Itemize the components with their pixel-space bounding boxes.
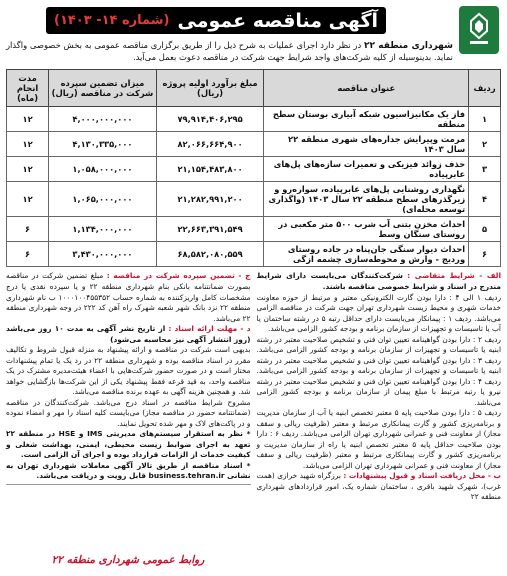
cell-title: احداث مخزن بتنی آب شرب ۵۰۰ متر مکعبی در روستای سنگان وسط	[264, 217, 469, 242]
general-terms-text: بدیهی است شرکت در مناقصه و ارائه پیشنهاد به منزله قبول شروط و تکالیف مقرر در اسناد مناقصه بوده و شهرداری منطقه ۲۲ در رد یک یا تمام پیشنهادات مختار است و در صورت حضور شرکت‌هایی با اعضاء هیئت‌مدیره مشترک در یک مناقصه واحد، به قید قرعه فقط پیشنهاد یکی از این شرکت‌ها بازگشایی خواهد شد. و همچنین هزینه آگهی به عهده برنده مناقصه می‌باشد.	[6, 345, 251, 397]
cell-duration: ۱۲	[7, 132, 49, 157]
table-header-row	[7, 70, 501, 107]
table-row	[7, 107, 501, 132]
cell-duration: ۱۲	[7, 157, 49, 182]
applicant-conditions-heading: الف - شرایط متقاضی :	[407, 271, 501, 281]
cell-estimate: ۲۱,۱۵۴,۴۸۳,۸۰۰	[156, 157, 264, 182]
cell-deposit: ۱,۰۶۵,۰۰۰,۰۰۰	[49, 182, 157, 217]
cell-duration: ۱۲	[7, 182, 49, 217]
cell-title: فاز یک مکانیزاسیون شبکه آبیاری بوستان سطح منطقه	[264, 107, 469, 132]
intro-text: در نظر دارد اجرای عملیات به شرح ذیل را از طریق برگزاری مناقصه عمومی به بخش خصوصی واگذار نماید. بدینوسیله از کلیه شرکت‌های واجد شرایط جهت شرکت در مناقصه دعوت بعمل می‌آید.	[6, 40, 453, 63]
cell-row-number: ۲	[469, 132, 501, 157]
table-row	[7, 157, 501, 182]
cell-row-number: ۳	[469, 157, 501, 182]
cell-row-number: ۱	[469, 107, 501, 132]
deposit-heading: ج - تضمین سپرده شرکت در مناقصه :	[106, 271, 251, 281]
header-estimate: مبلغ برآورد اولیه پروژه (ریال)	[156, 70, 264, 107]
documents-location-text: برزگراه شهید خرازی (همت غرب)، شهرک شهید باقری ، ساختمان شماره یک، امور قراردادهای شهرداری منطقه ۲۲	[256, 471, 501, 502]
cell-deposit: ۱,۱۳۴,۰۰۰,۰۰۰	[49, 217, 157, 242]
left-column	[6, 271, 251, 502]
header-deposit: میزان تضمین سپرده شرکت در مناقصه (ریال)	[49, 70, 157, 107]
cell-estimate: ۲۲,۶۶۳,۳۹۱,۵۴۹	[156, 217, 264, 242]
header-title: عنوان مناقصه	[264, 70, 469, 107]
cell-deposit: ۳,۴۳۰,۰۰۰,۰۰۰	[49, 242, 157, 267]
deposit-text: مبلغ تضمین شرکت در مناقصه بصورت ضمانتنامه بانکی بنام شهرداری منطقه ۲۲ و یا سپرده نقدی یا درج مشخصات کامل واریزکننده به شماره حساب ۱۰۰۰۱۰۰۴۵۵۳۵۲ ب نام شهرداری منطقه ۲۲ نزد بانک شهر شعبه شهرک راه آهن کد ۲۲۲ در وجه شهرداری منطقه ۲۲ می‌باشد.	[6, 271, 251, 323]
cell-estimate: ۲۱,۲۸۲,۹۹۱,۲۰۰	[156, 182, 264, 217]
tender-items-table	[6, 69, 501, 267]
header-row-number: ردیف	[469, 70, 501, 107]
ims-hse-note: * نظر به استقرار سیستم‌های مدیریتی IMS و HSE در منطقه ۲۲ تعهد به اجرای ضوابط زیست محیطی، ایمنی، بهداشت شغلی و کیفیت خدمات از الزامات قرارداد بوده و اجرای آن الزامی است.	[6, 429, 251, 460]
public-relations-signature: روابط عمومی شهرداری منطقه ۲۲	[51, 554, 205, 566]
table-row	[7, 182, 501, 217]
table-row	[7, 132, 501, 157]
cell-deposit: ۴,۱۳۰,۳۳۵,۰۰۰	[49, 132, 157, 157]
cell-title: حذف زوائد فیزیکی و تعمیرات سازه‌های پل‌های عابرپیاده	[264, 157, 469, 182]
cell-duration: ۶	[7, 242, 49, 267]
cell-duration: ۶	[7, 217, 49, 242]
organization-name: شهرداری منطقه ۲۲	[364, 41, 453, 51]
applicant-conditions-items-1-4: ردیف ۱ الی ۴ : دارا بودن گارت الکترونیکی معتبر و مرتبط از حوزه معاونت خدمات شهری و محیط زیست شهرداری تهران جهت شرکت در مناقصه الزامی می‌باشد. ردیف ۱ : پیمانکار می‌بایست دارای حداقل رتبه ۵ در رشته ساختمان یا آب یا تاسیسات و تجهیزات از سازمان برنامه و بودجه کشور الزامی می‌باشد.	[256, 292, 502, 334]
applicant-conditions-items-2-4: ردیف ۲ : دارا بودن گواهینامه تعیین توان فنی و تشخیص صلاحیت معتبر در رشته ابنیه یا تاسیسات و تجهیزات از سازمان برنامه و بودجه کشور الزامی می‌باشد. ردیف ۳ : دارا بودن گواهینامه تعیین توان فنی و تشخیص صلاحیت معتبر در رشته ابنیه یا تاسیسات و تجهیزات از سازمان برنامه و بودجه کشور الزامی می‌باشد. ردیف ۴ : دارا بودن گواهینامه تعیین توان فنی و تشخیص صلاحیت معتبر در رشته نیرو یا رتبه مرتبط با مبلغ پیمان از سازمان برنامه و بودجه کشور الزامی می‌باشد.	[256, 334, 501, 407]
submission-terms-text: مشروح شرایط مناقصه در اسناد درج می‌باشد. شرکت‌کنندگان در مناقصه (ضمانتنامه حضور در مناقصه مجاز) می‌بایست کلیه اسناد را مهر و امضاء نموده و در پاکت‌های لاک و مهر شده تحویل نمایند.	[6, 397, 251, 428]
header-duration: مدت انجام (ماه)	[7, 70, 49, 107]
deadline-text: از تاریخ نشر آگهی به مدت ۱۰ روز می‌باشد (روز انتشار آگهی نیز محاسبه می‌شود)	[6, 324, 251, 344]
documents-location-heading: ب - محل دریافت اسناد و قبول پیشنهادات :	[343, 471, 501, 481]
table-row	[7, 217, 501, 242]
applicant-conditions-intro: شرکت‌کنندگان می‌بایست دارای شرایط مندرج در اسناد و شرایط خصوصی مناقصه باشند.	[256, 271, 501, 291]
notice-banner	[46, 7, 386, 34]
intro-paragraph	[6, 40, 453, 63]
cell-title: احداث دیوار سنگی جان‌پناه در جاده روستای وردیج - وارش و محوطه‌سازی چشمه ازگی	[264, 242, 469, 267]
cell-title: نگهداری روشنایی پل‌های عابرپیاده، سواره‌رو و زیرگذرهای سطح منطقه ۲۲ سال ۱۴۰۳ (واگذاری توسعه محله‌ای)	[264, 182, 469, 217]
cell-estimate: ۶۸,۵۸۲,۰۸۰,۵۵۹	[156, 242, 264, 267]
footer-divider	[6, 484, 251, 485]
conditions-columns	[6, 271, 501, 502]
cell-row-number: ۴	[469, 182, 501, 217]
table-row	[7, 242, 501, 267]
documents-portal-note: * اسناد مناقصه از طریق تالار آگهی معاملات شهرداری تهران به نشانی business.tehran.ir قابل رویت و دریافت می‌باشد.	[6, 460, 251, 481]
deadline-heading: د - مهلت ارائه اسناد :	[168, 324, 251, 334]
cell-title: مرمت وپیرایش جداره‌های شهری منطقه ۲۲ سال ۱۴۰۳	[264, 132, 469, 157]
notice-number: (شماره ۱۴- ۱۴۰۳)	[53, 13, 170, 28]
cell-estimate: ۸۲,۰۶۶,۶۶۴,۹۰۰	[156, 132, 264, 157]
notice-header	[6, 4, 501, 38]
cell-deposit: ۴,۰۰۰,۰۰۰,۰۰۰	[49, 107, 157, 132]
municipality-logo	[459, 6, 499, 54]
notice-title: آگهی مناقصه عمومی	[177, 9, 379, 32]
tehran-municipality-emblem-icon	[463, 11, 495, 49]
right-column	[257, 271, 502, 502]
applicant-conditions-items-5-6: ردیف ۵ : دارا بودن صلاحیت پایه ۵ معتبر تخصص ابنیه یا آب از سازمان مدیریت و برنامه‌ریزی کشور و گارت پیمانکاری مرتبط و معتبر (ظرفیت ریالی و سقف مجاز) از معاونت فنی و عمرانی شهرداری تهران الزامی می‌باشد. ردیف ۶ : دارا بودن صلاحیت حداقل پایه ۵ معتبر تخصص ابنیه یا راه از سازمان مدیریت و برنامه‌ریزی کشور و گارت پیمانکاری مرتبط و معتبر (ظرفیت ریالی و سقف مجاز) از معاونت فنی و عمرانی شهرداری تهران الزامی می‌باشد.	[256, 408, 502, 470]
cell-deposit: ۱,۰۵۸,۰۰۰,۰۰۰	[49, 157, 157, 182]
cell-row-number: ۵	[469, 217, 501, 242]
cell-row-number: ۶	[469, 242, 501, 267]
cell-estimate: ۷۹,۹۱۴,۴۰۶,۲۹۵	[156, 107, 264, 132]
cell-duration: ۱۲	[7, 107, 49, 132]
